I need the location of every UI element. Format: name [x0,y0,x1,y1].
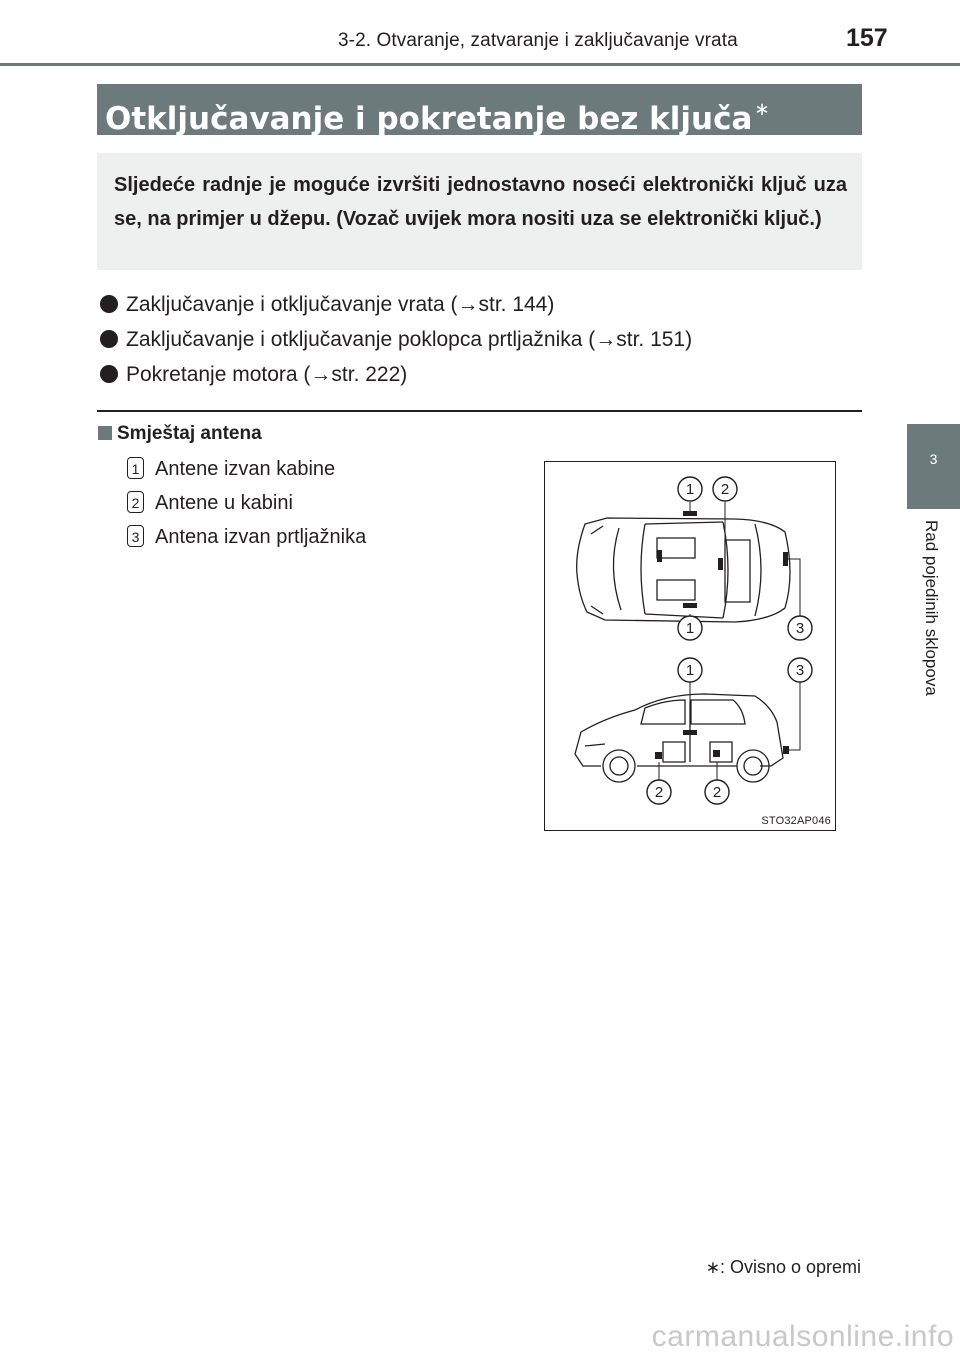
callout-number: 3 [795,662,805,679]
list-item-text: Zaključavanje i otključavanje poklopca prtljažnika (→str. 151) [126,328,693,351]
page-number: 157 [846,24,888,52]
legend-item [127,523,366,557]
chapter-title: 3-2. Otvaranje, zatvaranje i zaključavanje vrata [338,30,738,51]
callout-number: 1 [685,481,695,498]
list-item [100,287,692,322]
legend-number-badge: 3 [127,525,144,547]
bullet-dot-icon [100,365,118,383]
legend-number-badge: 1 [127,457,144,479]
feature-list [100,287,692,392]
callout-number: 2 [720,481,730,498]
car-diagram [545,462,837,832]
car-side-view [575,694,783,782]
footnote [706,1257,861,1278]
figure-code: STO32AP046 [761,815,831,827]
square-bullet-icon [98,426,112,440]
legend-label: Antene u kabini [155,492,293,514]
legend-label: Antena izvan prtljažnika [155,526,367,548]
section-title: Otključavanje i pokretanje bez ključa [105,101,753,137]
antenna-location-figure [544,461,836,831]
legend-label: Antene izvan kabine [155,458,336,480]
callout-number: 3 [795,620,805,637]
watermark: carmanualsonline.info [651,1320,954,1353]
bullet-dot-icon [100,295,118,313]
list-item [100,322,692,357]
subsection-heading [98,423,262,445]
subsection-rule [97,410,862,412]
footnote-marker: ∗ [705,1258,720,1277]
callout-number: 2 [712,784,722,801]
section-title-marker: ∗ [754,99,770,120]
callout-number: 1 [685,662,695,679]
header-rule [0,63,960,66]
footnote-text: : Ovisno o opremi [719,1257,861,1277]
subsection-title: Smještaj antena [117,423,262,444]
chapter-side-tab: 3 [907,424,960,509]
legend-item [127,455,366,489]
list-item-text: Pokretanje motora (→str. 222) [126,363,408,386]
legend-number-badge: 2 [127,491,144,513]
intro-text: Sljedeće radnje je moguće izvršiti jednostavno noseći elektronički ključ uza se, na primjer u džepu. (Vozač uvijek mora nositi uza se elektronički ključ.) [114,174,847,230]
antenna-legend [127,455,366,557]
antenna-markers [655,511,789,759]
list-item-text: Zaključavanje i otključavanje vrata (→str. 144) [126,293,555,316]
intro-box [97,153,862,270]
callout-number: 1 [685,620,695,637]
chapter-side-label: Rad pojedinih sklopova [922,520,941,696]
callout-leaders [659,502,800,780]
section-banner [97,84,862,135]
legend-item [127,489,366,523]
callout-number: 2 [654,784,664,801]
list-item [100,357,692,392]
bullet-dot-icon [100,330,118,348]
